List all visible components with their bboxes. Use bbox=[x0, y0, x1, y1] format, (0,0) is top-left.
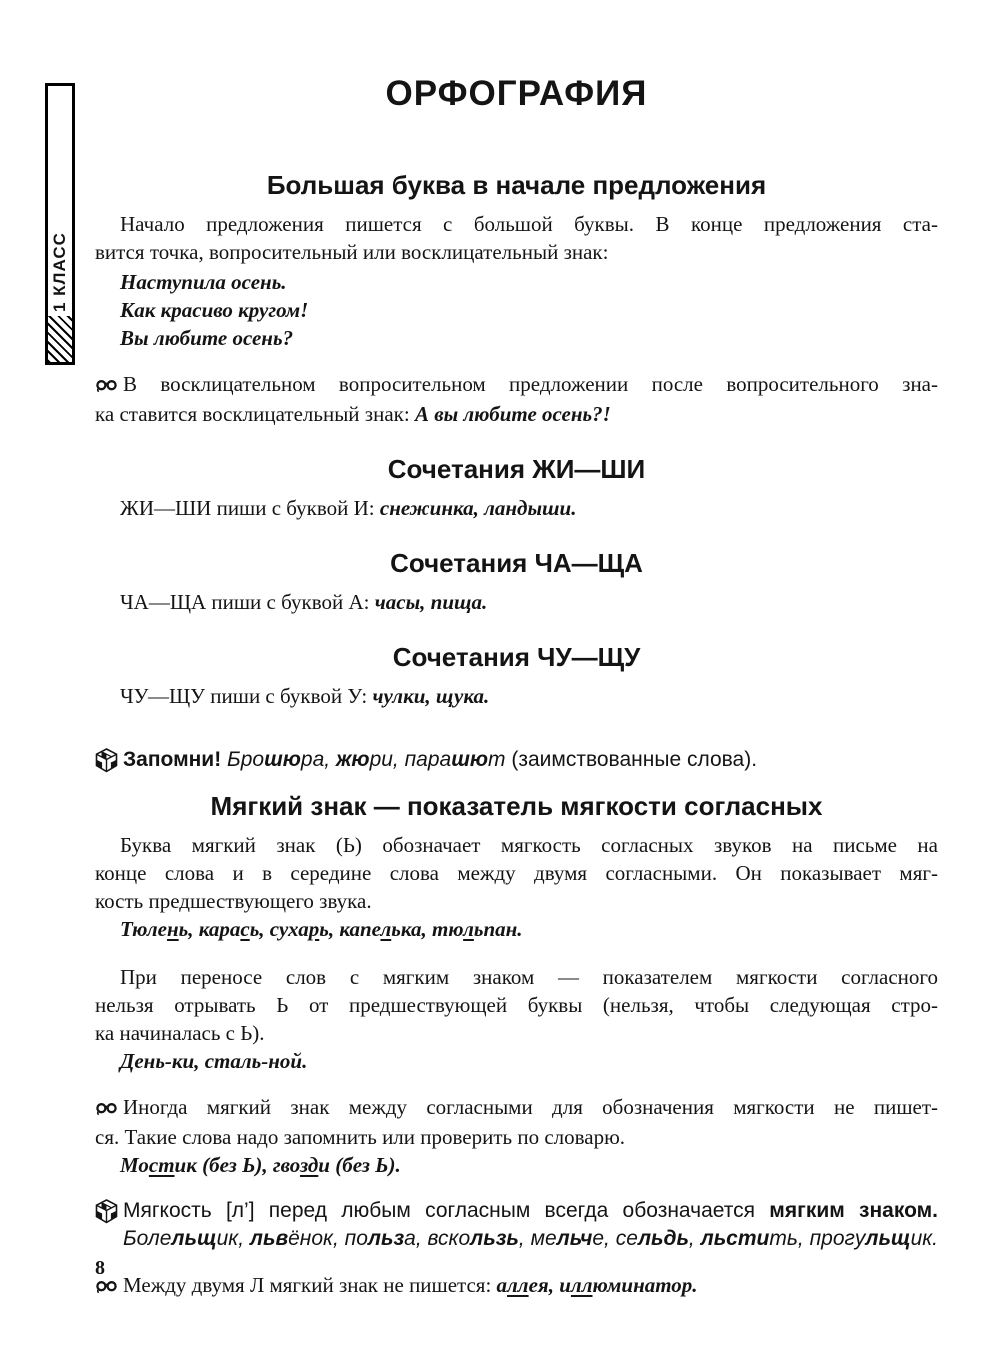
word-part: Мо bbox=[120, 1153, 149, 1177]
grade-tab-hatch bbox=[48, 316, 72, 362]
word-part: ёнок, по bbox=[288, 1227, 368, 1250]
section-heading-zhi-shi: Сочетания ЖИ—ШИ bbox=[387, 454, 646, 484]
word-part: ея, и bbox=[528, 1273, 571, 1297]
paragraph-line: Начало предложения пишется с большой буквы. В конце предложения ста- bbox=[120, 212, 938, 236]
paragraph-line: нельзя отрывать Ь от предшествующей буквы (нельзя, чтобы следующая стро- bbox=[95, 993, 938, 1017]
glasses-icon bbox=[95, 372, 120, 400]
word-part-underlined: л bbox=[380, 917, 392, 941]
word-part: ька, тю bbox=[391, 917, 464, 941]
word-part-bold: льз bbox=[367, 1227, 405, 1250]
word-part-underlined: ст bbox=[148, 1153, 175, 1177]
cube-icon bbox=[95, 748, 118, 781]
note-line-bold: мягким знаком. bbox=[769, 1199, 938, 1222]
paragraph-line: Буква мягкий знак (Ь) обозначает мягкость согласных звуков на письме на bbox=[120, 833, 938, 857]
word-part-bold: льдь bbox=[637, 1227, 689, 1250]
word-part-bold: льв bbox=[249, 1227, 289, 1250]
word-part: ь, суха bbox=[249, 917, 309, 941]
paragraph-line: вится точка, вопросительный или восклицательный знак: bbox=[95, 240, 609, 264]
rule-examples: часы, пища. bbox=[374, 590, 488, 614]
example-line: Как красиво кругом! bbox=[120, 298, 309, 322]
word-part-underlined: лл bbox=[507, 1273, 529, 1297]
remember-softness-before-consonant bbox=[95, 1197, 938, 1253]
word-part-underlined: р bbox=[308, 917, 320, 941]
rule-cha-scha bbox=[95, 588, 938, 616]
paragraph-hyphenation bbox=[95, 963, 938, 1047]
note-double-l bbox=[95, 1271, 938, 1301]
word-part: ьпан. bbox=[473, 917, 523, 941]
page-number: 8 bbox=[95, 1257, 105, 1279]
section-heading-cha-scha: Сочетания ЧА—ЩА bbox=[390, 548, 643, 578]
word-part: ь, кара bbox=[178, 917, 241, 941]
word-part: Бро bbox=[227, 748, 265, 771]
section-heading-capital-letter: Большая буква в начале предложения bbox=[266, 170, 767, 200]
example-line-hyphenation: День-ки, сталь-ной. bbox=[120, 1049, 308, 1073]
paragraph-line: кость предшествующего звука. bbox=[95, 889, 372, 913]
note-line: Между двумя Л мягкий знак не пишется: bbox=[123, 1273, 497, 1297]
note-line: В восклицательном вопросительном предложении после вопросительного зна- bbox=[123, 372, 938, 396]
word-part-bold: шю bbox=[264, 748, 301, 771]
page-title: ОРФОГРАФИЯ bbox=[385, 74, 648, 113]
word-part-underlined: с bbox=[240, 917, 250, 941]
paragraph-line: ка начиналась с Ь). bbox=[95, 1021, 265, 1045]
word-part-underlined: зд bbox=[299, 1153, 319, 1177]
rule-zhi-shi bbox=[95, 494, 938, 522]
section-heading-soft-sign: Мягкий знак — показатель мягкости согласных bbox=[210, 791, 823, 821]
paragraph-line: При переносе слов с мягким знаком — показателем мягкости согласного bbox=[120, 965, 938, 989]
example-line-dictionary-words bbox=[95, 1151, 938, 1179]
word-part: Боле bbox=[123, 1227, 172, 1250]
word-part: ь, капе bbox=[319, 917, 381, 941]
note-line: Иногда мягкий знак между согласными для обозначения мягкости не пишет- bbox=[123, 1095, 938, 1119]
note-line: ка ставится восклицательный знак: bbox=[95, 402, 415, 426]
word-part-underlined: н bbox=[166, 917, 179, 941]
rule-examples: снежинка, ландыши. bbox=[379, 496, 577, 520]
page-content bbox=[95, 74, 938, 1301]
word-part: , ме bbox=[518, 1227, 557, 1250]
word-part: ик (без Ь), гво bbox=[174, 1153, 300, 1177]
example-line-soft-sign-words bbox=[95, 915, 938, 943]
example-line-l-soft bbox=[123, 1225, 938, 1253]
example-line: Вы любите осень? bbox=[120, 326, 294, 350]
example-line: Наступила осень. bbox=[120, 270, 287, 294]
note-soft-sign-not-written bbox=[95, 1093, 938, 1151]
word-part: т bbox=[488, 748, 506, 771]
rule-text: ЧУ—ЩУ пиши с буквой У: bbox=[120, 684, 373, 708]
note-exclamation-question bbox=[95, 370, 938, 428]
word-part-bold: льч bbox=[556, 1227, 593, 1250]
note-line: Мягкость [л’] перед любым согласным всегда обозначается bbox=[123, 1199, 770, 1222]
grade-tab bbox=[45, 83, 75, 365]
cube-icon bbox=[95, 1199, 118, 1232]
section-heading-chu-schu: Сочетания ЧУ—ЩУ bbox=[392, 642, 641, 672]
word-part-bold: льзь bbox=[470, 1227, 519, 1250]
remember-borrowed-words bbox=[95, 746, 938, 774]
rule-examples: чулки, щука. bbox=[372, 684, 490, 708]
paragraph-capital-letter bbox=[95, 210, 938, 266]
word-part: , bbox=[688, 1227, 701, 1250]
word-part-underlined: л bbox=[463, 917, 474, 941]
word-part-bold: шю bbox=[451, 748, 489, 771]
remember-label: Запомни! bbox=[123, 748, 228, 771]
word-part-bold: льщ bbox=[171, 1227, 217, 1250]
rule-text: ЧА—ЩА пиши с буквой А: bbox=[120, 590, 375, 614]
word-part-bold: жю bbox=[335, 748, 370, 771]
note-example: А вы любите осень?! bbox=[414, 402, 611, 426]
note-line: ся. Такие слова надо запомнить или проверить по словарю. bbox=[95, 1125, 626, 1149]
rule-text: ЖИ—ШИ пиши с буквой И: bbox=[120, 496, 380, 520]
remember-tail: (заимствованные слова). bbox=[505, 748, 758, 771]
word-part: ри, пара bbox=[369, 748, 452, 771]
word-part: юминатор. bbox=[592, 1273, 698, 1297]
grade-tab-label: 1 КЛАСС bbox=[50, 232, 69, 312]
word-part: а, вско bbox=[404, 1227, 471, 1250]
glasses-icon bbox=[95, 1095, 120, 1123]
word-part: ик. bbox=[910, 1227, 938, 1250]
word-part: ра, bbox=[300, 748, 336, 771]
word-part: Тюле bbox=[120, 917, 167, 941]
paragraph-line: конце слова и в середине слова между двумя согласными. Он показывает мяг- bbox=[95, 861, 938, 885]
rule-chu-schu bbox=[95, 682, 938, 710]
word-part-underlined: лл bbox=[570, 1273, 593, 1297]
word-part: и (без Ь). bbox=[318, 1153, 401, 1177]
word-part: е, се bbox=[592, 1227, 638, 1250]
word-part: ик, bbox=[216, 1227, 250, 1250]
word-part: а bbox=[496, 1273, 508, 1297]
word-part-bold: льсти bbox=[700, 1227, 770, 1250]
paragraph-soft-sign bbox=[95, 831, 938, 915]
word-part-bold: льщ bbox=[865, 1227, 911, 1250]
word-part: ть, прогу bbox=[769, 1227, 866, 1250]
